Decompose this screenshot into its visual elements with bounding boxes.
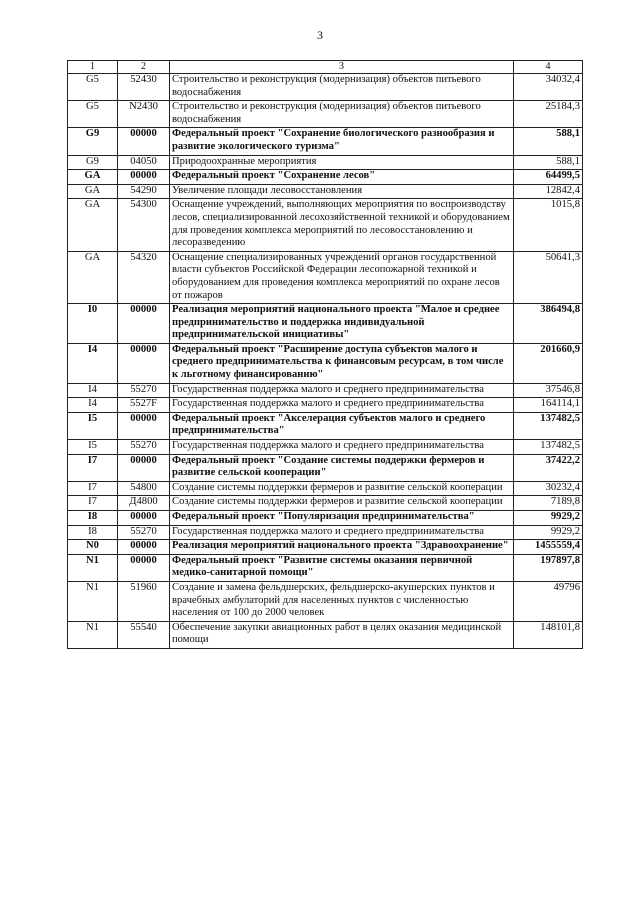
table-row: [68, 170, 583, 185]
row-sum: 148101,8: [514, 621, 583, 648]
row-subcode: 52430: [118, 74, 170, 101]
row-code: G9: [68, 128, 118, 155]
row-name: Увеличение площади лесовосстановления: [170, 184, 514, 199]
row-name: Федеральный проект "Популяризация предпринимательства": [170, 511, 514, 526]
row-name: Реализация мероприятий национального проекта "Здравоохранение": [170, 540, 514, 555]
table-row: [68, 496, 583, 511]
row-subcode: 54290: [118, 184, 170, 199]
row-code: G9: [68, 155, 118, 170]
header-col-1: 1: [68, 61, 118, 74]
table-row: [68, 398, 583, 413]
header-col-4: 4: [514, 61, 583, 74]
row-sum: 37546,8: [514, 383, 583, 398]
table-row: [68, 481, 583, 496]
row-sum: 25184,3: [514, 101, 583, 128]
row-sum: 9929,2: [514, 525, 583, 540]
row-code: GA: [68, 251, 118, 303]
row-code: N0: [68, 540, 118, 555]
row-sum: 37422,2: [514, 454, 583, 481]
row-subcode: 55270: [118, 525, 170, 540]
row-name: Обеспечение закупки авиационных работ в целях оказания медицинской помощи: [170, 621, 514, 648]
row-subcode: 54800: [118, 481, 170, 496]
row-sum: 34032,4: [514, 74, 583, 101]
row-name: Государственная поддержка малого и среднего предпринимательства: [170, 383, 514, 398]
row-name: Государственная поддержка малого и среднего предпринимательства: [170, 398, 514, 413]
table-row: [68, 440, 583, 455]
row-code: I5: [68, 412, 118, 439]
table-row: [68, 511, 583, 526]
row-sum: 137482,5: [514, 412, 583, 439]
table-row: [68, 525, 583, 540]
row-subcode: N2430: [118, 101, 170, 128]
table-header-row: [68, 61, 583, 74]
row-code: GA: [68, 184, 118, 199]
table-row: [68, 554, 583, 581]
row-subcode: 00000: [118, 511, 170, 526]
row-name: Федеральный проект "Расширение доступа субъектов малого и среднего предпринимательства к финансовым ресурсам, в том числе к льготному финансированию": [170, 343, 514, 383]
row-subcode: 00000: [118, 170, 170, 185]
row-sum: 197897,8: [514, 554, 583, 581]
row-sum: 64499,5: [514, 170, 583, 185]
row-sum: 12842,4: [514, 184, 583, 199]
row-subcode: 00000: [118, 554, 170, 581]
row-code: I7: [68, 496, 118, 511]
table-body: [68, 74, 583, 649]
row-name: Государственная поддержка малого и среднего предпринимательства: [170, 440, 514, 455]
row-subcode: 00000: [118, 454, 170, 481]
row-name: Федеральный проект "Создание системы поддержки фермеров и развитие сельской кооперации": [170, 454, 514, 481]
row-code: I5: [68, 440, 118, 455]
row-code: I8: [68, 525, 118, 540]
row-code: G5: [68, 74, 118, 101]
row-name: Федеральный проект "Акселерация субъектов малого и среднего предпринимательства": [170, 412, 514, 439]
row-code: I8: [68, 511, 118, 526]
budget-table: [67, 60, 583, 649]
table-row: [68, 621, 583, 648]
row-subcode: 00000: [118, 343, 170, 383]
table-row: [68, 251, 583, 303]
row-name: Федеральный проект "Сохранение биологического разнообразия и развитие экологического туризма": [170, 128, 514, 155]
table-row: [68, 101, 583, 128]
table-row: [68, 74, 583, 101]
row-name: Строительство и реконструкция (модернизация) объектов питьевого водоснабжения: [170, 74, 514, 101]
row-code: N1: [68, 554, 118, 581]
table-row: [68, 383, 583, 398]
table-row: [68, 454, 583, 481]
row-subcode: 00000: [118, 128, 170, 155]
row-code: I4: [68, 398, 118, 413]
row-sum: 588,1: [514, 128, 583, 155]
row-name: Оснащение учреждений, выполняющих мероприятия по воспроизводству лесов, специализированной лесохозяйственной техникой и оборудованием для проведения комплекса мероприятий по лесовосстановлению и лесоразведению: [170, 199, 514, 251]
row-name: Государственная поддержка малого и среднего предпринимательства: [170, 525, 514, 540]
header-col-3: 3: [170, 61, 514, 74]
row-name: Природоохранные мероприятия: [170, 155, 514, 170]
row-name: Федеральный проект "Развитие системы оказания первичной медико-санитарной помощи": [170, 554, 514, 581]
row-subcode: 54320: [118, 251, 170, 303]
row-code: I4: [68, 383, 118, 398]
row-sum: 164114,1: [514, 398, 583, 413]
row-name: Федеральный проект "Сохранение лесов": [170, 170, 514, 185]
row-code: G5: [68, 101, 118, 128]
row-sum: 50641,3: [514, 251, 583, 303]
row-name: Создание системы поддержки фермеров и развитие сельской кооперации: [170, 496, 514, 511]
row-code: N1: [68, 581, 118, 621]
page-number: 3: [317, 28, 323, 42]
row-code: N1: [68, 621, 118, 648]
row-subcode: 00000: [118, 304, 170, 344]
row-subcode: 5527F: [118, 398, 170, 413]
row-sum: 9929,2: [514, 511, 583, 526]
table-row: [68, 128, 583, 155]
row-name: Строительство и реконструкция (модернизация) объектов питьевого водоснабжения: [170, 101, 514, 128]
row-subcode: 04050: [118, 155, 170, 170]
table-row: [68, 412, 583, 439]
row-code: I7: [68, 454, 118, 481]
row-sum: 201660,9: [514, 343, 583, 383]
row-name: Оснащение специализированных учреждений органов государственной власти субъектов Российской Федерации лесопожарной техникой и оборудованием для проведения комплекса мероприятий по охране лесов от пожаров: [170, 251, 514, 303]
row-code: I0: [68, 304, 118, 344]
row-code: GA: [68, 199, 118, 251]
row-subcode: Д4800: [118, 496, 170, 511]
row-code: GA: [68, 170, 118, 185]
row-sum: 137482,5: [514, 440, 583, 455]
table-row: [68, 199, 583, 251]
table-row: [68, 184, 583, 199]
table-row: [68, 155, 583, 170]
row-sum: 7189,8: [514, 496, 583, 511]
row-sum: 588,1: [514, 155, 583, 170]
row-sum: 386494,8: [514, 304, 583, 344]
table-row: [68, 581, 583, 621]
row-name: Создание системы поддержки фермеров и развитие сельской кооперации: [170, 481, 514, 496]
table-row: [68, 304, 583, 344]
header-col-2: 2: [118, 61, 170, 74]
row-subcode: 55270: [118, 383, 170, 398]
table-row: [68, 343, 583, 383]
row-subcode: 55540: [118, 621, 170, 648]
row-sum: 1015,8: [514, 199, 583, 251]
row-subcode: 00000: [118, 412, 170, 439]
row-subcode: 00000: [118, 540, 170, 555]
row-subcode: 51960: [118, 581, 170, 621]
row-name: Создание и замена фельдшерских, фельдшерско-акушерских пунктов и врачебных амбулаторий для населенных пунктов с численностью населения от 100 до 2000 человек: [170, 581, 514, 621]
row-sum: 1455559,4: [514, 540, 583, 555]
row-sum: 49796: [514, 581, 583, 621]
row-code: I4: [68, 343, 118, 383]
row-sum: 30232,4: [514, 481, 583, 496]
row-subcode: 55270: [118, 440, 170, 455]
row-subcode: 54300: [118, 199, 170, 251]
row-name: Реализация мероприятий национального проекта "Малое и среднее предпринимательство и поддержка индивидуальной предпринимательской инициативы": [170, 304, 514, 344]
table-row: [68, 540, 583, 555]
row-code: I7: [68, 481, 118, 496]
